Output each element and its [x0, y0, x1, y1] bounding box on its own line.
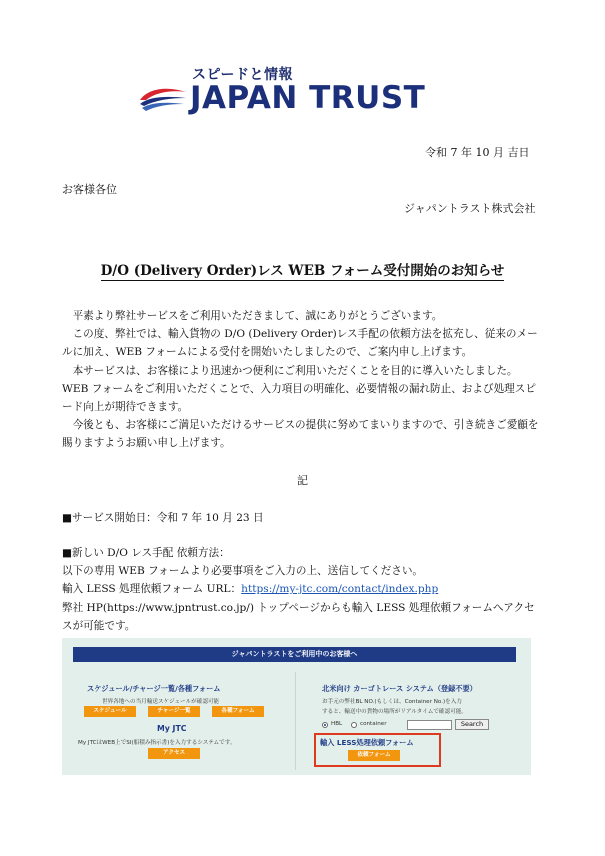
ki-marker: 記	[297, 474, 308, 487]
logo-wordmark: JAPAN TRUST	[190, 80, 426, 116]
schedule-desc: 世界各地への当月輸送スケジュールが確認可能	[102, 699, 220, 705]
form-url-label: 輸入 LESS 処理依頼フォーム URL：	[62, 583, 242, 596]
left-column	[62, 666, 294, 775]
body-paragraph: この度、弊社では、輸入貨物の D/O (Delivery Order)レス手配の依頼方法を拡充し、従来のメールに加え、WEB フォームによる受付を開始いたしましたので、ご案内申し上げます。	[62, 328, 538, 359]
method-instruction: 以下の専用 WEB フォームより必要事項をご入力の上、送信してください。	[62, 565, 424, 578]
letter-date: 令和 7 年 10 月 吉日	[425, 146, 530, 159]
logo-tagline: スピードと情報	[192, 67, 293, 83]
service-start-date: ■サービス開始日：令和 7 年 10 月 23 日	[62, 512, 264, 524]
access-button[interactable]: アクセス	[148, 748, 200, 759]
sender: ジャパントラスト株式会社	[404, 202, 536, 215]
hp-note: 弊社 HP(https://www.jpntrust.co.jp/) トップページからも輸入 LESS 処理依頼フォームへアクセスが可能です。	[62, 601, 535, 632]
method-heading: ■新しい D/O レス手配 依頼方法：	[62, 547, 230, 559]
myjtc-title: My JTC	[157, 724, 187, 733]
search-button[interactable]: Search	[455, 719, 489, 730]
myjtc-desc: My JTCはWEB上でSI(船積み指示書)を入力するシステムです。	[78, 740, 236, 746]
forms-button[interactable]: 各種フォーム	[212, 706, 264, 717]
form-url-line	[62, 580, 542, 598]
trace-number-input[interactable]	[407, 720, 452, 730]
hbl-label: HBL	[331, 721, 343, 727]
highlight-box	[314, 733, 441, 767]
notice-title-text: D/O (Delivery Order)レス WEB フォーム受付開始のお知らせ	[100, 263, 505, 279]
schedule-title: スケジュール/チャージ一覧/各種フォーム	[87, 684, 221, 693]
cargo-trace-title: 北米向け カーゴトレース システム（登録不要）	[322, 684, 477, 693]
form-url-link[interactable]: https://my-jtc.com/contact/index.php	[241, 583, 439, 596]
notice-title	[0, 259, 605, 279]
less-form-button[interactable]: 依頼フォーム	[348, 750, 400, 761]
cargo-trace-desc-1: お手元の弊社BL NO.(もしくは、Container No.)を入力	[322, 699, 462, 705]
container-label: container	[360, 721, 387, 727]
charge-list-button[interactable]: チャージ一覧	[148, 706, 200, 717]
hbl-radio[interactable]	[322, 722, 328, 728]
body-paragraph: 平素より弊社サービスをご利用いただきまして、誠にありがとうございます。	[62, 310, 443, 322]
schedule-button[interactable]: スケジュール	[84, 706, 136, 717]
body-paragraph: 今後とも、お客様にご満足いただけるサービスの提供に努めてまいりますので、引き続きご愛顧を賜りますようお願い申し上げます。	[62, 419, 539, 450]
cargo-trace-desc-2: すると、輸送中の貨物の場所がリアルタイムで確認可能。	[322, 709, 467, 715]
container-radio[interactable]	[351, 722, 357, 728]
request-method	[62, 544, 542, 635]
customer-banner: ジャパントラストをご利用中のお客様へ	[73, 647, 516, 662]
website-screenshot	[62, 638, 531, 775]
notice-body	[62, 307, 540, 453]
recipient: お客様各位	[62, 183, 117, 196]
logo-swoosh-icon	[138, 84, 188, 114]
less-form-title: 輸入 LESS処理依頼フォーム	[320, 738, 414, 747]
body-paragraph: 本サービスは、お客様により迅速かつ便利にご利用いただくことを目的に導入いたしました。WEB フォームをご利用いただくことで、入力項目の明確化、必要情報の漏れ防止、および処理スピード向上が期待できます。	[62, 364, 536, 414]
